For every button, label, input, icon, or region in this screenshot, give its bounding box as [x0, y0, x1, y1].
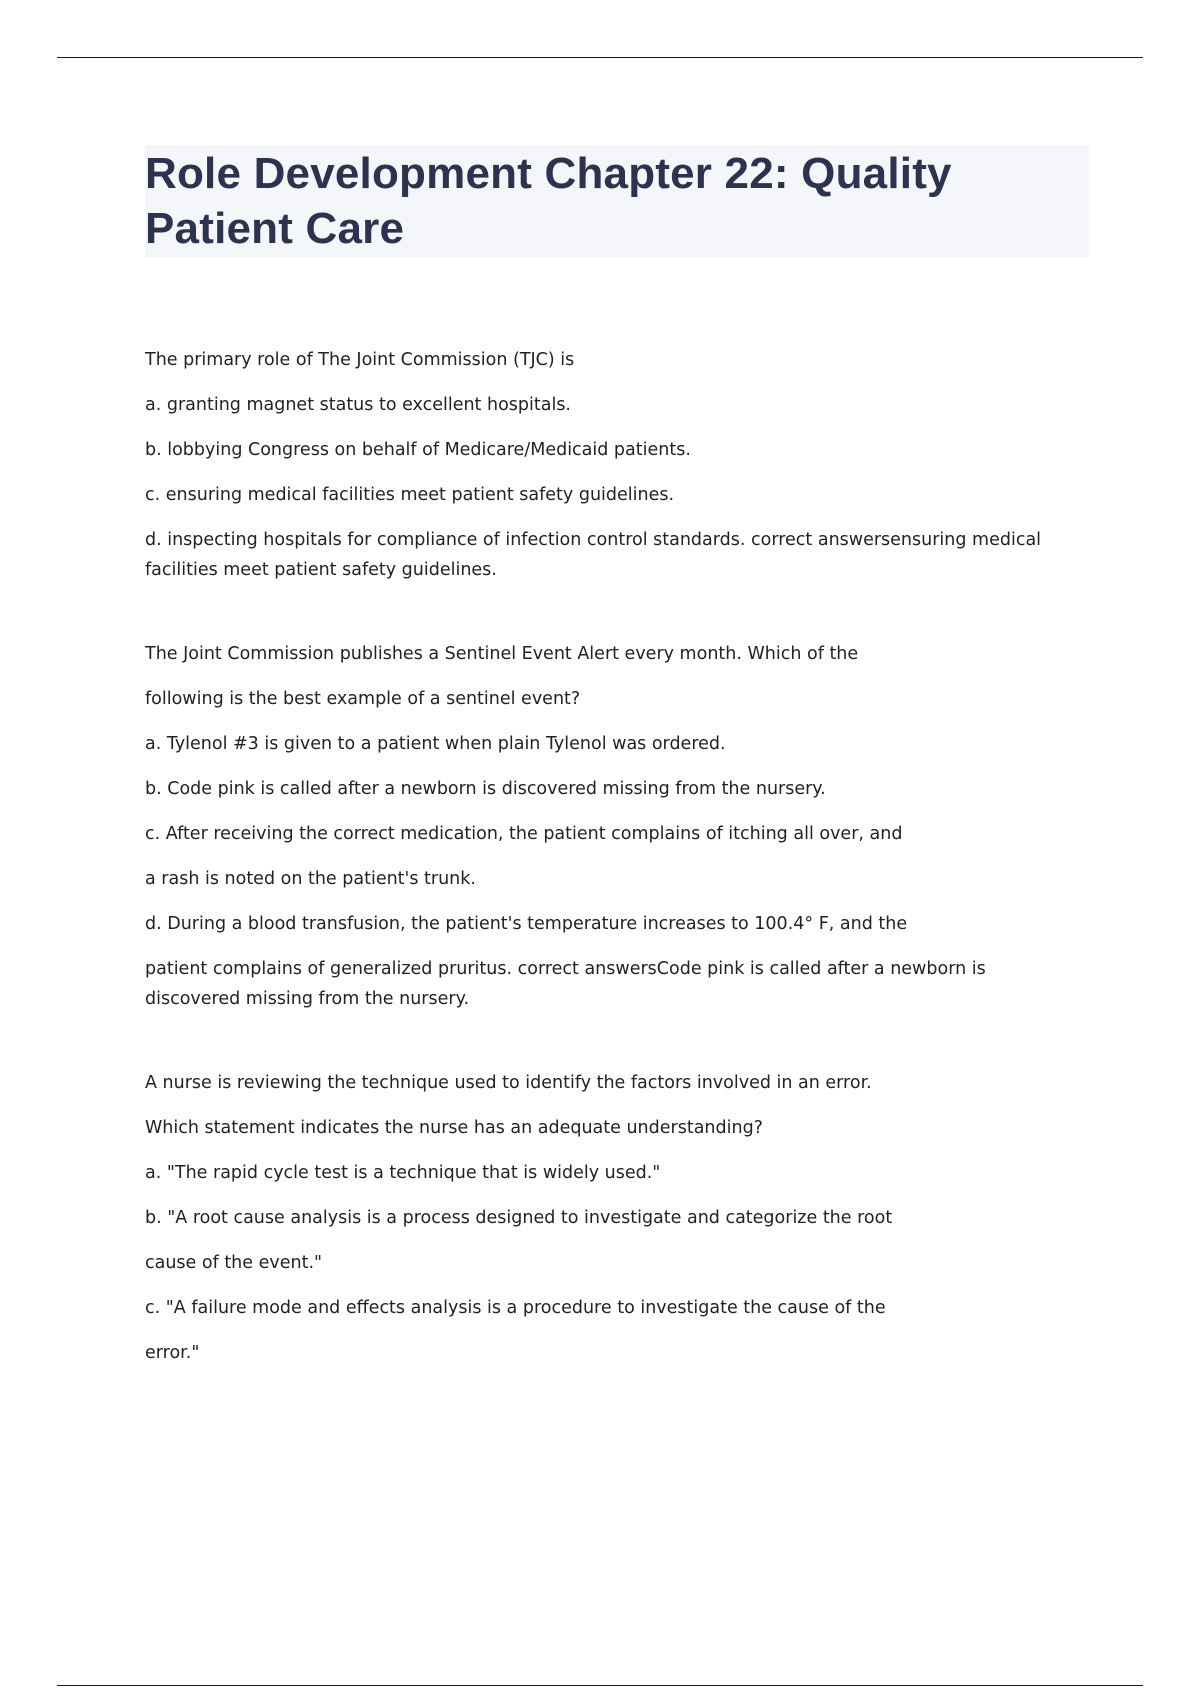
answer-option: a. "The rapid cycle test is a technique that is widely used." — [145, 1163, 661, 1183]
answer-option: b. "A root cause analysis is a process designed to investigate and categorize the root — [145, 1208, 893, 1228]
answer-option: c. "A failure mode and effects analysis is a procedure to investigate the cause of the — [145, 1298, 886, 1318]
question-block-3 — [145, 1068, 1075, 1368]
page-title: Role Development Chapter 22: Quality Patient Care — [145, 149, 952, 253]
answer-option: b. lobbying Congress on behalf of Medicare/Medicaid patients. — [145, 440, 691, 460]
question-block-1 — [145, 345, 1075, 585]
question-stem: Which statement indicates the nurse has an adequate understanding? — [145, 1118, 763, 1138]
answer-option-with-key: patient complains of generalized pruritus. correct answersCode pink is called after a newborn is discovered missing from the nursery. — [145, 959, 986, 1009]
question-stem: The primary role of The Joint Commission (TJC) is — [145, 350, 575, 370]
answer-option-with-key: d. inspecting hospitals for compliance of infection control standards. correct answersensuring medical facilities meet patient safety guidelines. — [145, 530, 1042, 580]
answer-option: cause of the event." — [145, 1253, 323, 1273]
question-block-2 — [145, 639, 1075, 1014]
top-divider — [57, 57, 1143, 58]
question-stem: The Joint Commission publishes a Sentinel Event Alert every month. Which of the — [145, 644, 859, 664]
answer-option: d. During a blood transfusion, the patient's temperature increases to 100.4° F, and the — [145, 914, 908, 934]
question-stem: A nurse is reviewing the technique used to identify the factors involved in an error. — [145, 1073, 872, 1093]
answer-option: c. After receiving the correct medication, the patient complains of itching all over, and — [145, 824, 903, 844]
document-body — [145, 345, 1075, 1422]
answer-option: a. granting magnet status to excellent hospitals. — [145, 395, 571, 415]
bottom-divider — [57, 1685, 1143, 1686]
answer-option: a rash is noted on the patient's trunk. — [145, 869, 476, 889]
answer-option: error." — [145, 1343, 200, 1363]
answer-option: b. Code pink is called after a newborn is discovered missing from the nursery. — [145, 779, 826, 799]
answer-option: c. ensuring medical facilities meet patient safety guidelines. — [145, 485, 675, 505]
question-stem: following is the best example of a sentinel event? — [145, 689, 581, 709]
answer-option: a. Tylenol #3 is given to a patient when plain Tylenol was ordered. — [145, 734, 726, 754]
